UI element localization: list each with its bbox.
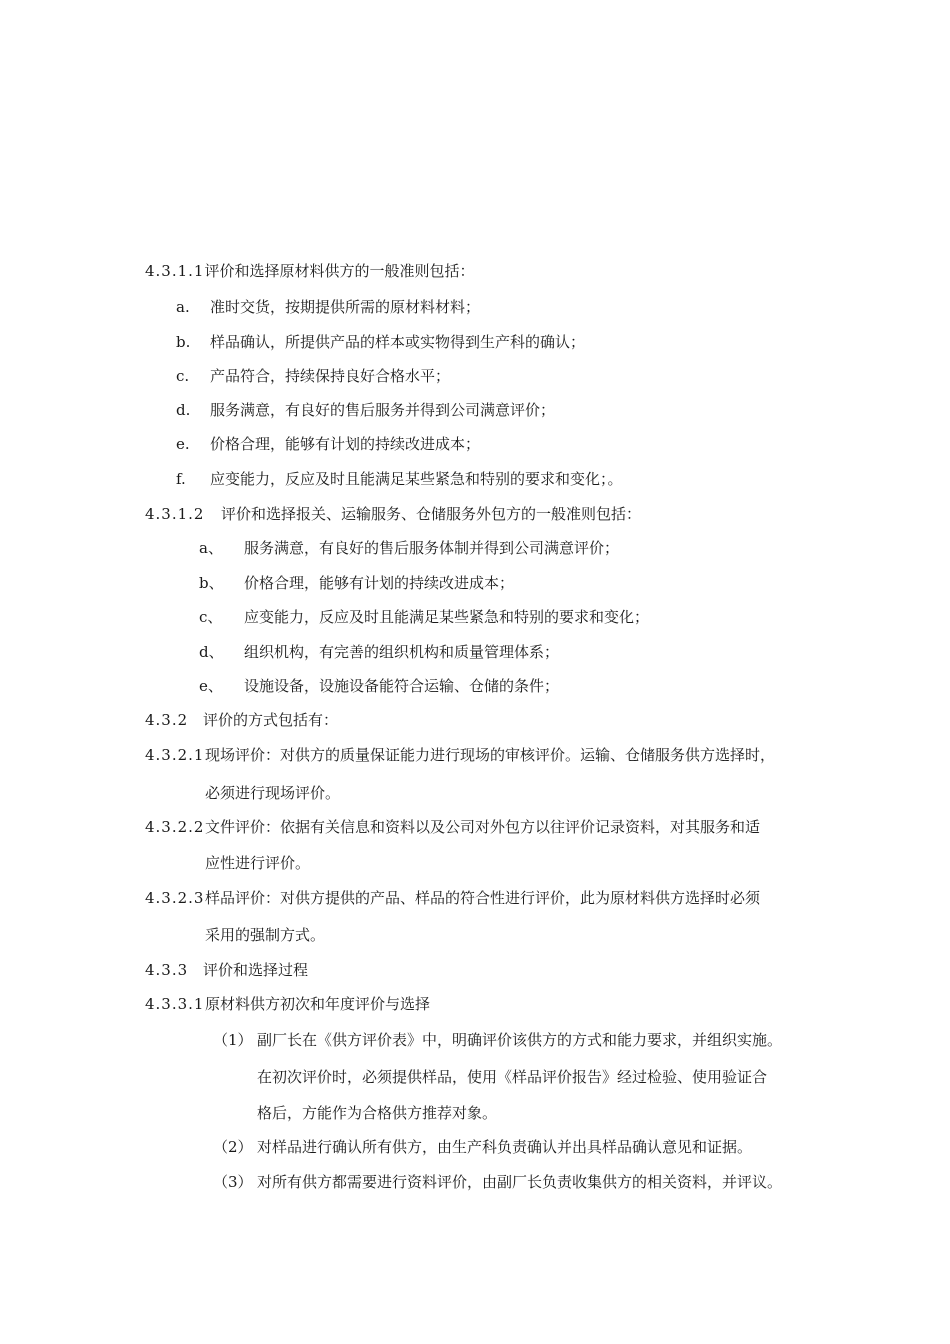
section-text-continued: 应性进行评价。: [205, 854, 311, 872]
list-item: [176, 297, 480, 317]
list-item: [199, 607, 649, 627]
section-4-3-2-1-line-2: [205, 783, 340, 803]
numbered-item-text: 格后，方能作为合格供方推荐对象。: [257, 1104, 498, 1122]
list-item-text: 价格合理，能够有计划的持续改进成本；: [244, 574, 515, 592]
section-4-3-1-1-heading: [145, 261, 475, 281]
section-text: 现场评价：对供方的质量保证能力进行现场的审核评价。运输、仓储服务供方选择时，: [205, 746, 776, 764]
list-marker: c.: [176, 367, 190, 385]
section-number: 4.3.2.2: [145, 818, 205, 836]
section-number: 4.3.3: [145, 961, 189, 979]
list-item: [176, 469, 623, 489]
list-item-text: 设施设备，设施设备能符合运输、仓储的条件；: [244, 677, 560, 695]
list-marker: f.: [176, 470, 186, 488]
section-4-3-2-2-line-2: [205, 853, 310, 873]
list-marker: a、: [199, 539, 223, 557]
list-item-text: 服务满意，有良好的售后服务体制并得到公司满意评价；: [244, 539, 620, 557]
section-4-3-3-1-heading: [145, 994, 430, 1014]
section-4-3-2-3-line-2: [205, 925, 325, 945]
section-text-continued: 必须进行现场评价。: [205, 784, 341, 802]
numbered-marker: （3）: [213, 1173, 253, 1191]
list-marker: c、: [199, 608, 223, 626]
list-item: [199, 676, 559, 696]
list-item-text: 产品符合，持续保持良好合格水平；: [210, 367, 451, 385]
numbered-item-text: 对所有供方都需要进行资料评价，由副厂长负责收集供方的相关资料，并评议。: [257, 1173, 783, 1191]
section-text: 评价和选择原材料供方的一般准则包括：: [204, 262, 475, 280]
numbered-item-continued: [257, 1067, 767, 1087]
list-marker: b.: [176, 333, 191, 351]
list-item: [199, 642, 559, 662]
section-number: 4.3.2: [145, 711, 189, 729]
list-item-text: 准时交货，按期提供所需的原材料材料；: [210, 298, 481, 316]
numbered-marker: （2）: [213, 1138, 253, 1156]
section-4-3-3-heading: [145, 960, 308, 980]
list-item: [176, 366, 450, 386]
list-marker: e.: [176, 435, 190, 453]
list-item: [199, 573, 514, 593]
section-text-continued: 采用的强制方式。: [205, 926, 326, 944]
section-text: 样品评价：对供方提供的产品、样品的符合性进行评价，此为原材料供方选择时必须: [205, 889, 761, 907]
section-text: 文件评价：依据有关信息和资料以及公司对外包方以往评价记录资料，对其服务和适: [205, 818, 761, 836]
list-marker: d.: [176, 401, 191, 419]
numbered-item-continued: [257, 1103, 497, 1123]
section-number: 4.3.1.1: [145, 262, 205, 280]
numbered-item-text: 副厂长在《供方评价表》中，明确评价该供方的方式和能力要求，并组织实施。: [257, 1031, 783, 1049]
section-4-3-1-2-heading: [145, 504, 641, 524]
list-marker: a.: [176, 298, 190, 316]
section-4-3-2-2-line-1: [145, 817, 760, 837]
list-item: [176, 434, 480, 454]
numbered-marker: （1）: [213, 1031, 253, 1049]
list-item: [176, 400, 555, 420]
section-text: 评价和选择过程: [203, 961, 309, 979]
section-number: 4.3.2.3: [145, 889, 205, 907]
list-marker: d、: [199, 643, 224, 661]
list-item-text: 应变能力，反应及时且能满足某些紧急和特别的要求和变化；: [244, 608, 650, 626]
numbered-item: [213, 1172, 782, 1192]
section-4-3-2-1-line-1: [145, 745, 775, 765]
section-4-3-2-heading: [145, 710, 338, 730]
list-item-text: 样品确认，所提供产品的样本或实物得到生产科的确认；: [210, 333, 586, 351]
section-text: 原材料供方初次和年度评价与选择: [205, 995, 431, 1013]
section-text: 评价和选择报关、运输服务、仓储服务外包方的一般准则包括：: [221, 505, 642, 523]
list-marker: b、: [199, 574, 224, 592]
section-number: 4.3.3.1: [145, 995, 205, 1013]
numbered-item-text: 对样品进行确认所有供方，由生产科负责确认并出具样品确认意见和证据。: [257, 1138, 753, 1156]
numbered-item-text: 在初次评价时，必须提供样品，使用《样品评价报告》经过检验、使用验证合: [257, 1068, 768, 1086]
list-marker: e、: [199, 677, 223, 695]
numbered-item: [213, 1137, 752, 1157]
section-number: 4.3.1.2: [145, 505, 205, 523]
list-item-text: 应变能力，反应及时且能满足某些紧急和特别的要求和变化；。: [210, 470, 623, 488]
list-item-text: 组织机构，有完善的组织机构和质量管理体系；: [244, 643, 560, 661]
list-item-text: 价格合理，能够有计划的持续改进成本；: [210, 435, 481, 453]
section-4-3-2-3-line-1: [145, 888, 760, 908]
list-item: [176, 332, 585, 352]
section-text: 评价的方式包括有：: [203, 711, 339, 729]
numbered-item: [213, 1030, 782, 1050]
list-item-text: 服务满意，有良好的售后服务并得到公司满意评价；: [210, 401, 556, 419]
list-item: [199, 538, 619, 558]
section-number: 4.3.2.1: [145, 746, 205, 764]
